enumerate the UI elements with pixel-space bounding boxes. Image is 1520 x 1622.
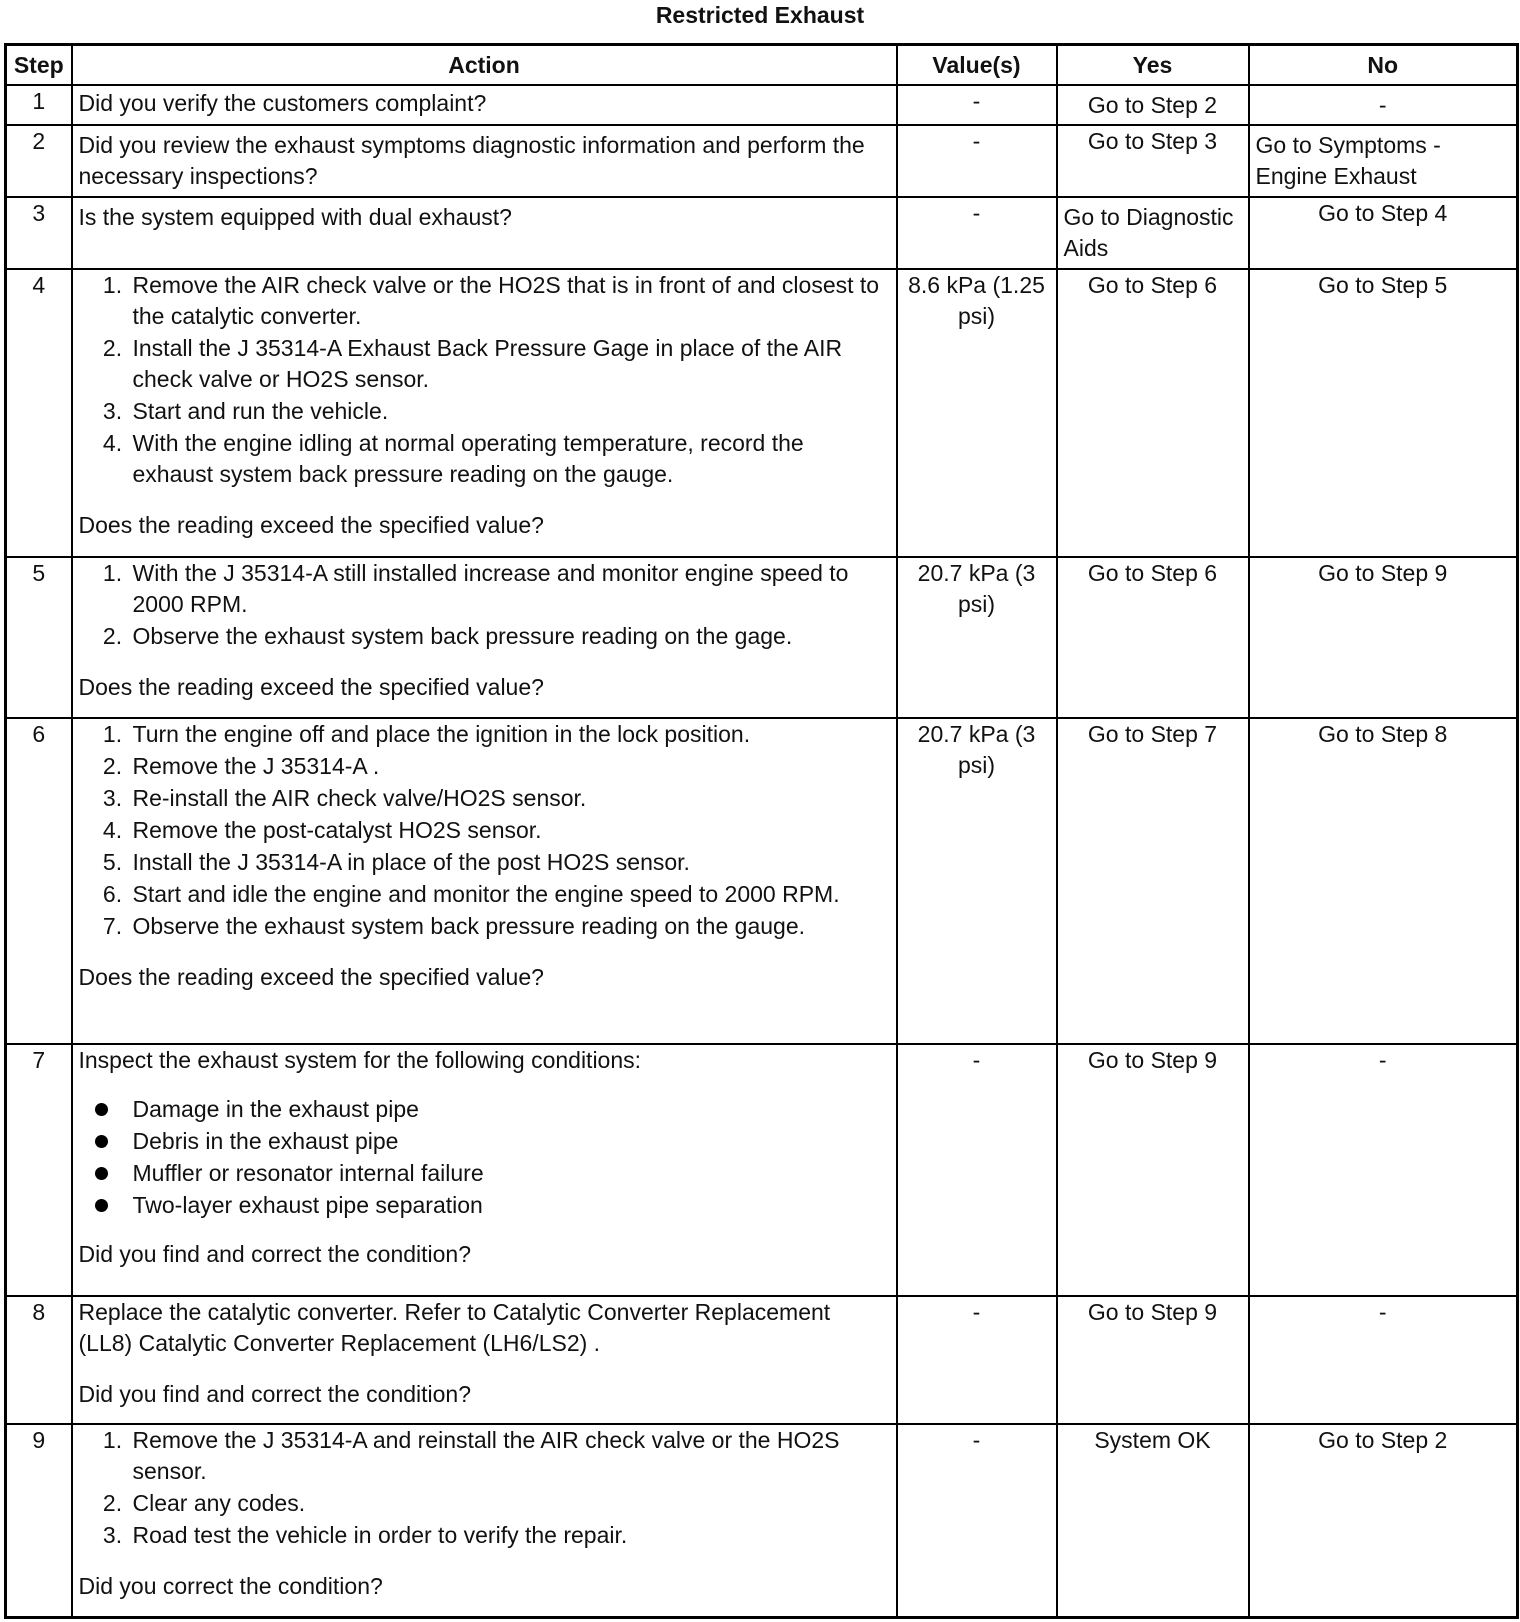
action-cell [72,1424,897,1617]
question-text: Does the reading exceed the specified value? [78,674,544,700]
step-number: 9 [6,1424,72,1617]
list-item: Damage in the exhaust pipe [123,1094,890,1125]
list-item: 3. Start and run the vehicle. [129,396,890,427]
table-row [6,1044,1518,1296]
action-text: Inspect the exhaust system for the following conditions: [78,1047,642,1073]
question-text: Does the reading exceed the specified value? [78,512,544,538]
no-cell: Go to Symptoms - Engine Exhaust [1249,125,1518,197]
yes-cell: Go to Step 3 [1057,125,1249,197]
value-cell: 20.7 kPa (3 psi) [897,557,1057,718]
procedure-list [79,719,890,942]
list-item: Muffler or resonator internal failure [123,1158,890,1189]
question-text: Did you correct the condition? [78,1573,383,1599]
header-no: No [1249,45,1518,86]
step-number: 3 [6,197,72,269]
table-row [6,718,1518,1044]
list-item: 1. Remove the AIR check valve or the HO2S that is in front of and closest to the catalytic converter. [129,270,890,332]
procedure-list [79,1425,890,1551]
list-item: 4. With the engine idling at normal operating temperature, record the exhaust system back pressure reading on the gauge. [129,428,890,490]
value-cell: - [897,125,1057,197]
list-item: 2. Clear any codes. [129,1488,890,1519]
no-cell: - [1249,1296,1518,1424]
yes-cell: Go to Step 2 [1057,85,1249,125]
action-text: Is the system equipped with dual exhaust? [78,204,512,230]
action-cell [72,85,897,125]
no-cell: Go to Step 2 [1249,1424,1518,1617]
condition-list [79,1094,890,1221]
step-number: 2 [6,125,72,197]
value-cell: - [897,85,1057,125]
list-item: Two-layer exhaust pipe separation [123,1190,890,1221]
header-values: Value(s) [897,45,1057,86]
action-cell [72,269,897,557]
list-item: 2. Install the J 35314-A Exhaust Back Pressure Gage in place of the AIR check valve or HO2S sensor. [129,333,890,395]
question-text: Does the reading exceed the specified value? [78,964,544,990]
yes-cell: Go to Step 7 [1057,718,1249,1044]
step-number: 5 [6,557,72,718]
table-row [6,197,1518,269]
page-title: Restricted Exhaust [655,2,865,28]
step-number: 8 [6,1296,72,1424]
no-cell: - [1249,85,1518,125]
value-cell: - [897,1296,1057,1424]
table-row [6,557,1518,718]
list-item: 1. Remove the J 35314-A and reinstall the AIR check valve or the HO2S sensor. [129,1425,890,1487]
action-cell [72,557,897,718]
list-item: 4. Remove the post-catalyst HO2S sensor. [129,815,890,846]
action-cell [72,125,897,197]
action-text: Replace the catalytic converter. Refer to Catalytic Converter Replacement (LL8) Catalytic Converter Replacement (LH6/LS2) . [78,1299,831,1356]
no-cell: Go to Step 4 [1249,197,1518,269]
question-text: Did you find and correct the condition? [78,1381,472,1407]
list-item: 5. Install the J 35314-A in place of the post HO2S sensor. [129,847,890,878]
list-item: Debris in the exhaust pipe [123,1126,890,1157]
table-row [6,125,1518,197]
value-cell: - [897,197,1057,269]
list-item: 2. Observe the exhaust system back pressure reading on the gage. [129,621,890,652]
yes-cell: Go to Step 6 [1057,269,1249,557]
yes-cell: Go to Diagnostic Aids [1057,197,1249,269]
action-cell [72,1044,897,1296]
diagnostic-table [4,43,1519,1619]
list-item: 1. Turn the engine off and place the ignition in the lock position. [129,719,890,750]
action-cell [72,1296,897,1424]
action-cell [72,718,897,1044]
list-item: 2. Remove the J 35314-A . [129,751,890,782]
table-row [6,85,1518,125]
step-number: 4 [6,269,72,557]
step-number: 6 [6,718,72,1044]
action-cell [72,197,897,269]
action-text: Did you verify the customers complaint? [78,90,487,116]
list-item: 3. Road test the vehicle in order to verify the repair. [129,1520,890,1551]
list-item: 3. Re-install the AIR check valve/HO2S sensor. [129,783,890,814]
list-item: 6. Start and idle the engine and monitor the engine speed to 2000 RPM. [129,879,890,910]
header-yes: Yes [1057,45,1249,86]
step-number: 1 [6,85,72,125]
value-cell: - [897,1424,1057,1617]
no-cell: - [1249,1044,1518,1296]
header-action: Action [72,45,897,86]
value-cell: 8.6 kPa (1.25 psi) [897,269,1057,557]
yes-cell: System OK [1057,1424,1249,1617]
yes-cell: Go to Step 9 [1057,1296,1249,1424]
header-step: Step [6,45,72,86]
no-cell: Go to Step 8 [1249,718,1518,1044]
yes-cell: Go to Step 9 [1057,1044,1249,1296]
table-row [6,1296,1518,1424]
list-item: 1. With the J 35314-A still installed increase and monitor engine speed to 2000 RPM. [129,558,890,620]
value-cell: 20.7 kPa (3 psi) [897,718,1057,1044]
value-cell: - [897,1044,1057,1296]
table-row [6,1424,1518,1617]
procedure-list [79,558,890,652]
no-cell: Go to Step 5 [1249,269,1518,557]
action-text: Did you review the exhaust symptoms diagnostic information and perform the necessary inspections? [78,132,865,189]
question-text: Did you find and correct the condition? [78,1241,472,1267]
step-number: 7 [6,1044,72,1296]
table-row [6,269,1518,557]
list-item: 7. Observe the exhaust system back pressure reading on the gauge. [129,911,890,942]
header-row [6,45,1518,86]
yes-cell: Go to Step 6 [1057,557,1249,718]
procedure-list [79,270,890,490]
no-cell: Go to Step 9 [1249,557,1518,718]
